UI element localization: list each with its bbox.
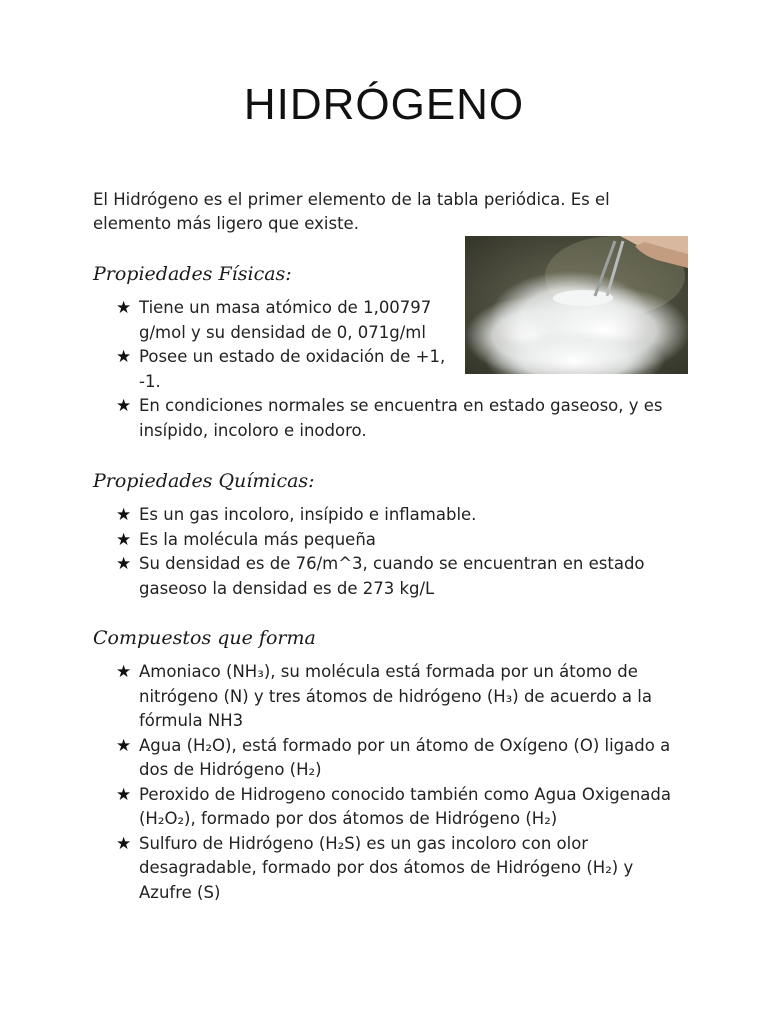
compounds-list xyxy=(116,660,676,905)
chemical-properties-list xyxy=(116,503,676,601)
list-item: ★ Posee un estado de oxidación de +1, -1. xyxy=(116,347,446,391)
star-bullet-icon: ★ xyxy=(116,396,132,416)
intro-paragraph: El Hidrógeno es el primer elemento de la tabla periódica. Es el elemento más ligero que existe. xyxy=(93,190,610,233)
list-item: ★ En condiciones normales se encuentra en estado gaseoso, y es insípido, incoloro e inodoro. xyxy=(116,396,663,440)
list-item: ★ Es un gas incoloro, insípido e inflamable. xyxy=(116,503,676,528)
page-title: HIDRÓGENO xyxy=(243,80,525,129)
list-item: ★ Sulfuro de Hidrógeno (H₂S) es un gas incoloro con olor desagradable, formado por dos átomos de Hidrógeno (H₂) y Azufre (S) xyxy=(116,833,634,902)
star-bullet-icon: ★ xyxy=(116,505,132,525)
star-bullet-icon: ★ xyxy=(116,298,132,318)
section-heading-compuestos: Compuestos que forma xyxy=(93,627,316,649)
star-bullet-icon: ★ xyxy=(116,347,132,367)
list-item: ★ Agua (H₂O), está formado por un átomo de Oxígeno (O) ligado a dos de Hidrógeno (H₂) xyxy=(116,735,671,779)
section-heading-quimicas: Propiedades Químicas: xyxy=(93,470,315,492)
list-item: ★ Peroxido de Hidrogeno conocido también como Agua Oxigenada (H₂O₂), formado por dos átomos de Hidrógeno (H₂) xyxy=(116,784,671,828)
section-heading-fisicas: Propiedades Físicas: xyxy=(93,263,292,285)
list-item: ★ Amoniaco (NH₃), su molécula está formada por un átomo de nitrógeno (N) y tres átomos de hidrógeno (H₃) de acuerdo a la fórmula NH3 xyxy=(116,662,652,730)
star-bullet-icon: ★ xyxy=(116,529,132,550)
list-item: ★ Es la molécula más pequeña xyxy=(116,528,676,553)
physical-properties-list-continued xyxy=(116,394,676,443)
star-bullet-icon: ★ xyxy=(116,735,132,756)
list-item: ★ Su densidad es de 76/m^3, cuando se encuentran en estado gaseoso la densidad es de 273 kg/L xyxy=(116,554,645,598)
star-bullet-icon: ★ xyxy=(116,833,132,854)
star-bullet-icon: ★ xyxy=(116,662,132,682)
liquid-nitrogen-vapor-image xyxy=(465,236,688,374)
list-item: ★ Tiene un masa atómico de 1,00797 g/mol y su densidad de 0, 071g/ml xyxy=(116,298,432,342)
star-bullet-icon: ★ xyxy=(116,784,132,805)
star-bullet-icon: ★ xyxy=(116,554,132,574)
physical-properties-list xyxy=(116,296,446,394)
